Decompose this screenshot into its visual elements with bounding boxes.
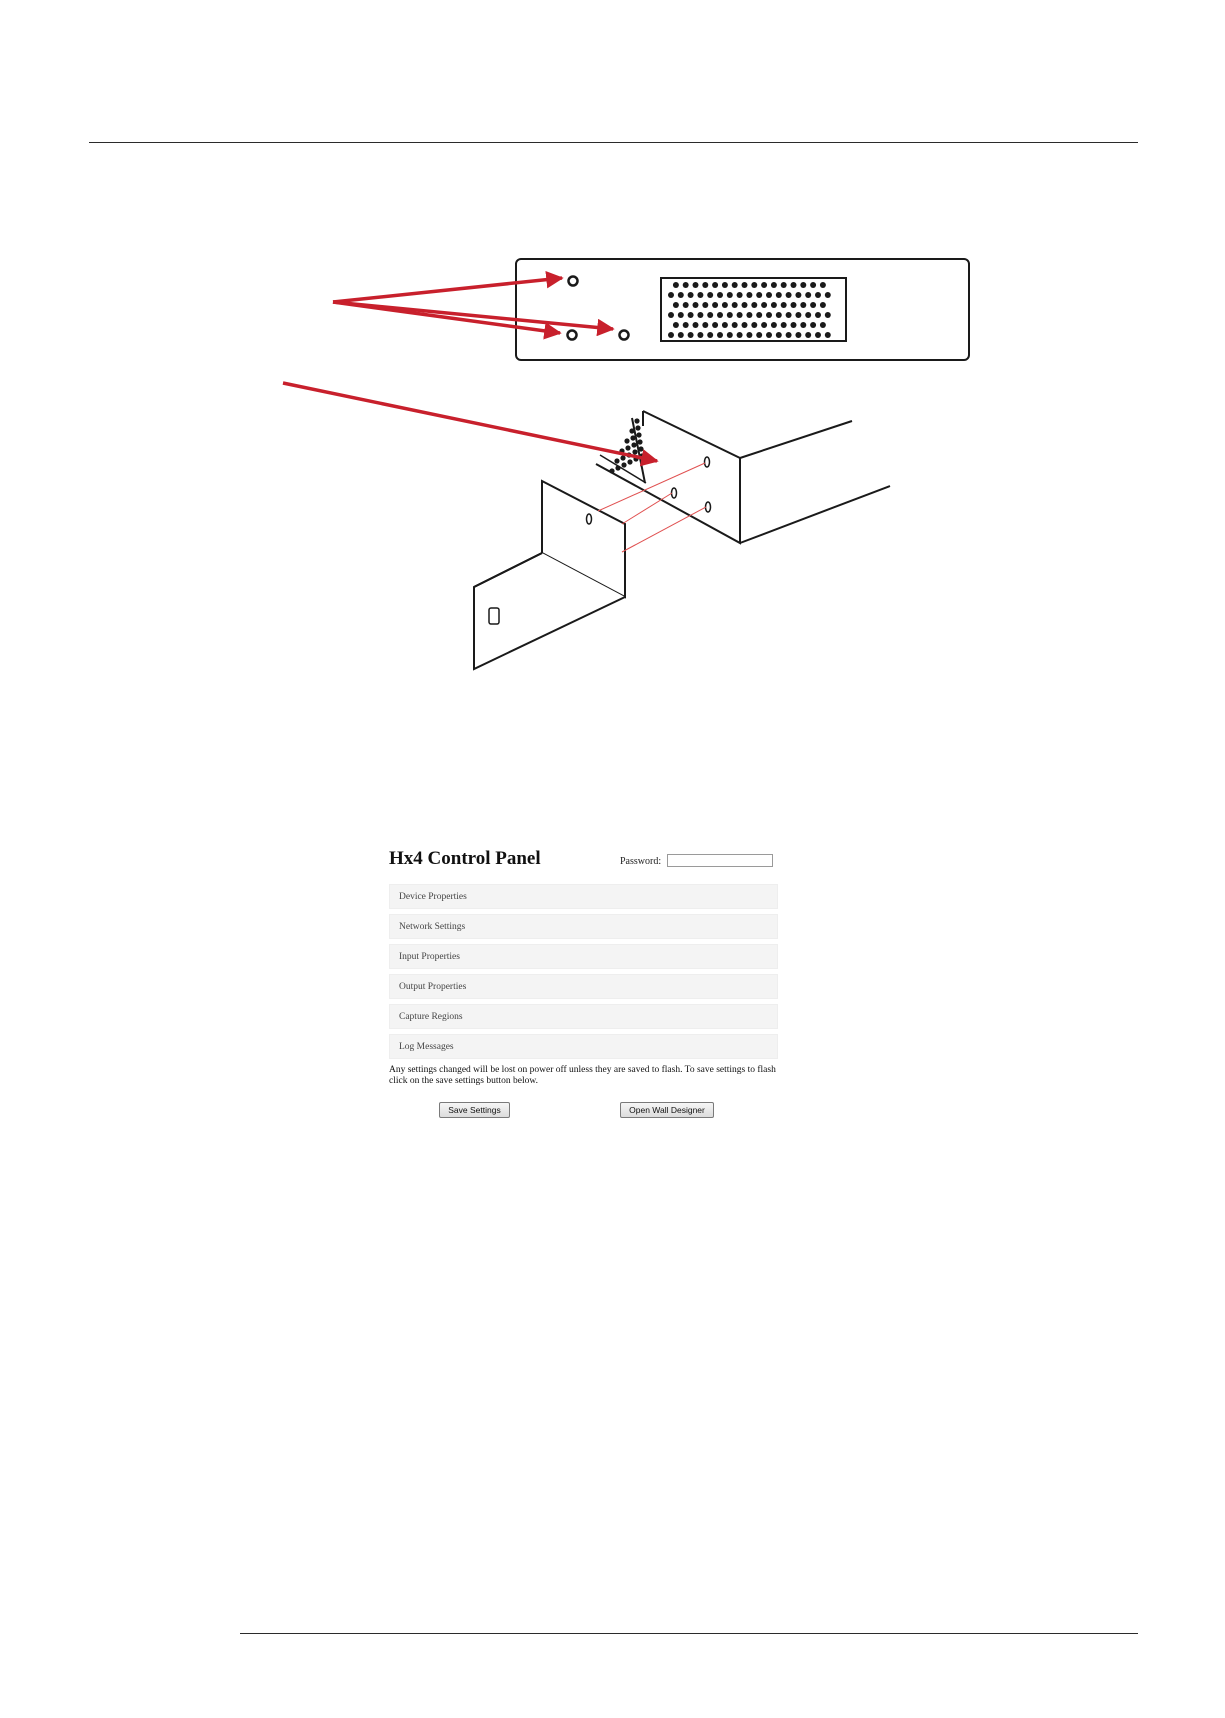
vent-dot — [693, 282, 699, 288]
settings-menu — [389, 884, 778, 1064]
vent-dot — [751, 302, 757, 308]
vent-dot — [717, 292, 723, 298]
vent-dot — [751, 282, 757, 288]
menu-item-output-properties[interactable]: Output Properties — [389, 974, 778, 999]
vent-dot — [815, 312, 821, 318]
iso-vent-dot — [629, 428, 634, 433]
screw-hole-bottom-left — [568, 331, 577, 340]
vent-dot — [742, 302, 748, 308]
side-hole-3 — [706, 502, 711, 512]
vent-dot — [776, 312, 782, 318]
vent-dot — [781, 322, 787, 328]
vent-dot — [707, 312, 713, 318]
vent-dot — [717, 312, 723, 318]
vent-dot — [722, 282, 728, 288]
vent-dot — [673, 322, 679, 328]
vent-dot — [771, 302, 777, 308]
vent-dot — [702, 302, 708, 308]
password-label: Password: — [620, 856, 662, 867]
vent-dot — [786, 332, 792, 338]
vent-dot — [746, 312, 752, 318]
menu-item-input-properties[interactable]: Input Properties — [389, 944, 778, 969]
menu-item-capture-regions[interactable]: Capture Regions — [389, 1004, 778, 1029]
save-settings-button[interactable]: Save Settings — [439, 1102, 510, 1118]
iso-vent-dot — [634, 418, 639, 423]
vent-dot — [742, 282, 748, 288]
screw-hole-top — [569, 277, 578, 286]
vent-dot — [761, 282, 767, 288]
vent-dot — [800, 282, 806, 288]
vent-dot — [683, 322, 689, 328]
vent-dot — [791, 302, 797, 308]
vent-dot — [683, 302, 689, 308]
vent-dot — [668, 312, 674, 318]
vent-dot — [766, 332, 772, 338]
vent-dot — [786, 292, 792, 298]
side-hole-1 — [705, 457, 710, 467]
vent-dot — [673, 302, 679, 308]
side-pointer-arrow — [283, 383, 657, 461]
vent-dot — [697, 332, 703, 338]
iso-vent-dot — [615, 465, 620, 470]
vent-dot — [756, 332, 762, 338]
rack-mount-diagram — [0, 0, 1225, 720]
vent-dot — [732, 302, 738, 308]
vent-dot — [795, 312, 801, 318]
iso-vent-dot — [614, 458, 619, 463]
vent-dot — [707, 332, 713, 338]
vent-dots — [668, 282, 831, 338]
vent-dot — [825, 292, 831, 298]
vent-dot — [805, 312, 811, 318]
vent-dot — [737, 292, 743, 298]
vent-dot — [810, 302, 816, 308]
vent-dot — [712, 322, 718, 328]
iso-vent-dot — [621, 462, 626, 467]
vent-dot — [795, 292, 801, 298]
iso-vent-dot — [631, 442, 636, 447]
vent-dot — [688, 292, 694, 298]
vent-dot — [795, 332, 801, 338]
vent-dot — [751, 322, 757, 328]
vent-dot — [702, 322, 708, 328]
vent-dot — [727, 332, 733, 338]
vent-dot — [766, 312, 772, 318]
vent-dot — [820, 282, 826, 288]
vent-dot — [746, 292, 752, 298]
vent-dot — [786, 312, 792, 318]
vent-dot — [791, 322, 797, 328]
vent-dot — [825, 312, 831, 318]
password-input[interactable] — [667, 854, 773, 867]
vent-dot — [673, 282, 679, 288]
vent-dot — [668, 292, 674, 298]
vent-dot — [815, 292, 821, 298]
vent-dot — [727, 312, 733, 318]
iso-vent-dot — [630, 435, 635, 440]
menu-item-device-properties[interactable]: Device Properties — [389, 884, 778, 909]
menu-item-network-settings[interactable]: Network Settings — [389, 914, 778, 939]
unit-front-panel — [516, 259, 969, 360]
iso-vent-dot — [620, 455, 625, 460]
vent-dot — [737, 312, 743, 318]
menu-item-log-messages[interactable]: Log Messages — [389, 1034, 778, 1059]
vent-dot — [683, 282, 689, 288]
vent-dot — [693, 302, 699, 308]
vent-dot — [697, 292, 703, 298]
vent-dot — [805, 332, 811, 338]
side-hole-2 — [672, 488, 677, 498]
vent-dot — [771, 282, 777, 288]
vent-dot — [810, 282, 816, 288]
iso-vent-dot — [627, 459, 632, 464]
isometric-vent-dots — [609, 418, 644, 473]
vent-dot — [678, 312, 684, 318]
vent-dot — [766, 292, 772, 298]
vent-dot — [820, 322, 826, 328]
vent-dot — [697, 312, 703, 318]
vent-dot — [742, 322, 748, 328]
vent-dot — [776, 292, 782, 298]
vent-dot — [732, 282, 738, 288]
vent-dot — [746, 332, 752, 338]
iso-vent-dot — [609, 468, 614, 473]
vent-dot — [688, 312, 694, 318]
footer-rule — [240, 1633, 1138, 1634]
iso-vent-dot — [625, 445, 630, 450]
vent-dot — [800, 322, 806, 328]
vent-dot — [781, 282, 787, 288]
open-wall-designer-button[interactable]: Open Wall Designer — [620, 1102, 714, 1118]
iso-vent-dot — [636, 432, 641, 437]
vent-dot — [688, 332, 694, 338]
vent-dot — [815, 332, 821, 338]
iso-vent-dot — [632, 449, 637, 454]
vent-dot — [722, 302, 728, 308]
vent-dot — [712, 302, 718, 308]
iso-vent-dot — [638, 446, 643, 451]
vent-dot — [702, 282, 708, 288]
vent-dot — [756, 312, 762, 318]
vent-dot — [737, 332, 743, 338]
vent-dot — [693, 322, 699, 328]
vent-dot — [707, 292, 713, 298]
vent-dot — [820, 302, 826, 308]
iso-vent-dot — [635, 425, 640, 430]
page-title: Hx4 Control Panel — [389, 848, 541, 869]
vent-dot — [791, 282, 797, 288]
vent-dot — [825, 332, 831, 338]
iso-vent-dot — [624, 438, 629, 443]
screw-hole-bottom-right — [620, 331, 629, 340]
vent-dot — [732, 322, 738, 328]
isometric-unit — [596, 411, 890, 543]
save-warning-note: Any settings changed will be lost on power off unless they are saved to flash. To save settings to flash click on the save settings button below. — [389, 1065, 776, 1086]
vent-dot — [810, 322, 816, 328]
vent-dot — [800, 302, 806, 308]
vent-dot — [712, 282, 718, 288]
vent-dot — [776, 332, 782, 338]
vent-dot — [668, 332, 674, 338]
vent-dot — [761, 322, 767, 328]
vent-dot — [722, 322, 728, 328]
vent-dot — [761, 302, 767, 308]
vent-dot — [756, 292, 762, 298]
vent-dot — [771, 322, 777, 328]
vent-dot — [717, 332, 723, 338]
vent-dot — [781, 302, 787, 308]
vent-dot — [727, 292, 733, 298]
vent-dot — [678, 292, 684, 298]
vent-dot — [678, 332, 684, 338]
vent-dot — [805, 292, 811, 298]
iso-vent-dot — [637, 439, 642, 444]
